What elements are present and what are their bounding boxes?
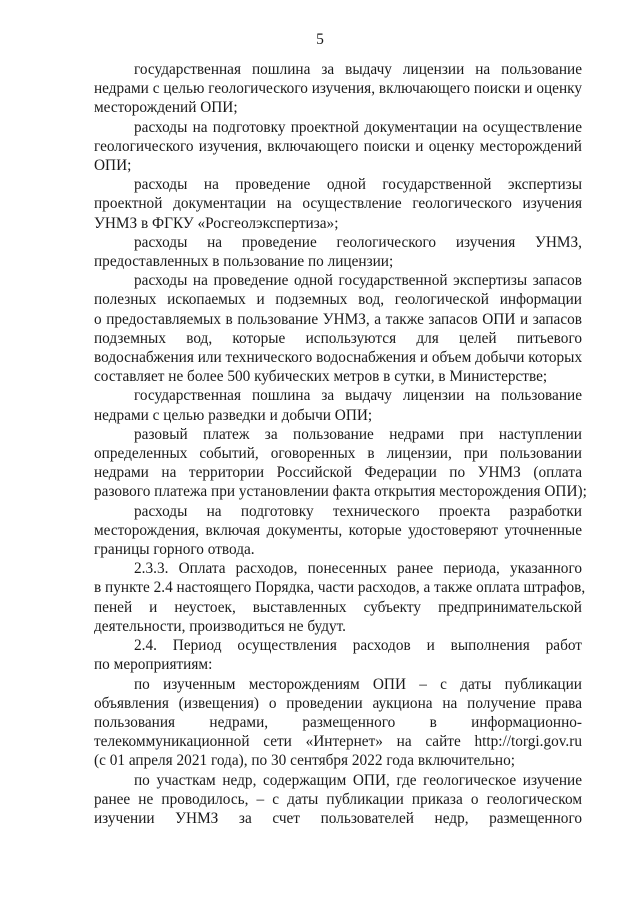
paragraph-line: 2.4. Период осуществления расходов и выполнения работ — [134, 637, 582, 655]
paragraph-line: УНМЗ в ФГКУ «Росгеолэкспертиза»; — [94, 214, 339, 232]
paragraph-line: подземных вод, которые используются для целей питьевого — [94, 329, 582, 347]
paragraph-line: ранее не проводилось, – с даты публикации приказа о геологическом — [94, 790, 582, 808]
paragraph — [94, 60, 582, 118]
paragraph — [94, 636, 582, 674]
paragraph — [94, 559, 586, 636]
paragraph — [94, 502, 582, 560]
paragraph-line: расходы на проведение одной государственной экспертизы — [134, 176, 582, 194]
paragraph-line: предоставленных в пользование по лицензии; — [94, 253, 394, 271]
paragraph-line: полезных ископаемых и подземных вод, геологической информации — [94, 291, 582, 309]
paragraph-line: разового платежа при установлении факта открытия месторождения ОПИ); — [94, 483, 587, 501]
paragraph-line: границы горного отвода. — [94, 541, 255, 559]
paragraph-line: проектной документации на осуществление геологического изучения — [94, 195, 582, 213]
paragraph-line: телекоммуникационной сети «Интернет» на сайте http://torgi.gov.ru — [94, 733, 582, 751]
paragraph-line: 2.3.3. Оплата расходов, понесенных ранее периода, указанного — [134, 560, 582, 578]
paragraph-line: расходы на проведение одной государственной экспертизы запасов — [134, 272, 582, 290]
paragraph-line: деятельности, производиться не будут. — [94, 617, 347, 635]
paragraph — [94, 386, 582, 424]
paragraph-line: определенных событий, оговоренных в лицензии, при пользовании — [94, 445, 582, 463]
paragraph — [94, 175, 582, 233]
page-number: 5 — [316, 31, 324, 48]
paragraph-line: объявления (извещения) о проведении аукциона на получение права — [94, 694, 582, 712]
paragraph-line: по участкам недр, содержащим ОПИ, где геологическое изучение — [134, 771, 582, 789]
paragraph-line: расходы на подготовку технического проекта разработки — [134, 502, 582, 520]
paragraph-line: в пункте 2.4 настоящего Порядка, части расходов, а также оплата штрафов, — [94, 579, 586, 597]
paragraph-line: месторождений ОПИ; — [94, 99, 238, 117]
paragraph-line: о предоставляемых в пользование УНМЗ, а также запасов ОПИ и запасов — [94, 310, 582, 328]
paragraph-line: пеней и неустоек, выставленных субъекту предпринимательской — [94, 598, 582, 616]
paragraph-line: пользования недрами, размещенного в информационно- — [94, 713, 582, 731]
paragraph-line: расходы на подготовку проектной документации на осуществление — [134, 118, 582, 136]
paragraph-line: водоснабжения или технического водоснабжения и объем добычи которых — [94, 349, 583, 367]
paragraph-line: изучении УНМЗ за счет пользователей недр, размещенного — [94, 809, 582, 827]
paragraph — [94, 771, 582, 829]
document-body — [94, 60, 587, 828]
paragraph — [94, 425, 587, 502]
paragraph-line: ОПИ; — [94, 157, 132, 175]
paragraph-line: по изученным месторождениям ОПИ – с даты публикации — [134, 675, 582, 693]
paragraph-line: по мероприятиям: — [94, 656, 213, 674]
paragraph-line: разовый платеж за пользование недрами при наступлении — [134, 425, 582, 443]
paragraph-line: недрами на территории Российской Федерации по УНМЗ (оплата — [94, 464, 582, 482]
paragraph-line: составляет не более 500 кубических метров в сутки, в Министерстве; — [94, 368, 548, 386]
paragraph-line: геологического изучения, включающего поиски и оценку месторождений — [94, 137, 582, 155]
paragraph — [94, 118, 582, 176]
paragraph-line: недрами с целью геологического изучения, включающего поиски и оценку — [94, 80, 582, 98]
paragraph-line: государственная пошлина за выдачу лицензии на пользование — [134, 61, 582, 78]
paragraph-line: (с 01 апреля 2021 года), по 30 сентября 2022 года включительно; — [94, 752, 516, 770]
paragraph-line: недрами с целью разведки и добычи ОПИ; — [94, 406, 373, 424]
paragraph-line: государственная пошлина за выдачу лицензии на пользование — [134, 387, 582, 405]
paragraph — [94, 233, 582, 271]
paragraph-line: месторождения, включая документы, которые удостоверяют уточненные — [94, 521, 582, 539]
paragraph — [94, 271, 582, 386]
paragraph-line: расходы на проведение геологического изучения УНМЗ, — [134, 233, 582, 251]
paragraph — [94, 675, 582, 771]
